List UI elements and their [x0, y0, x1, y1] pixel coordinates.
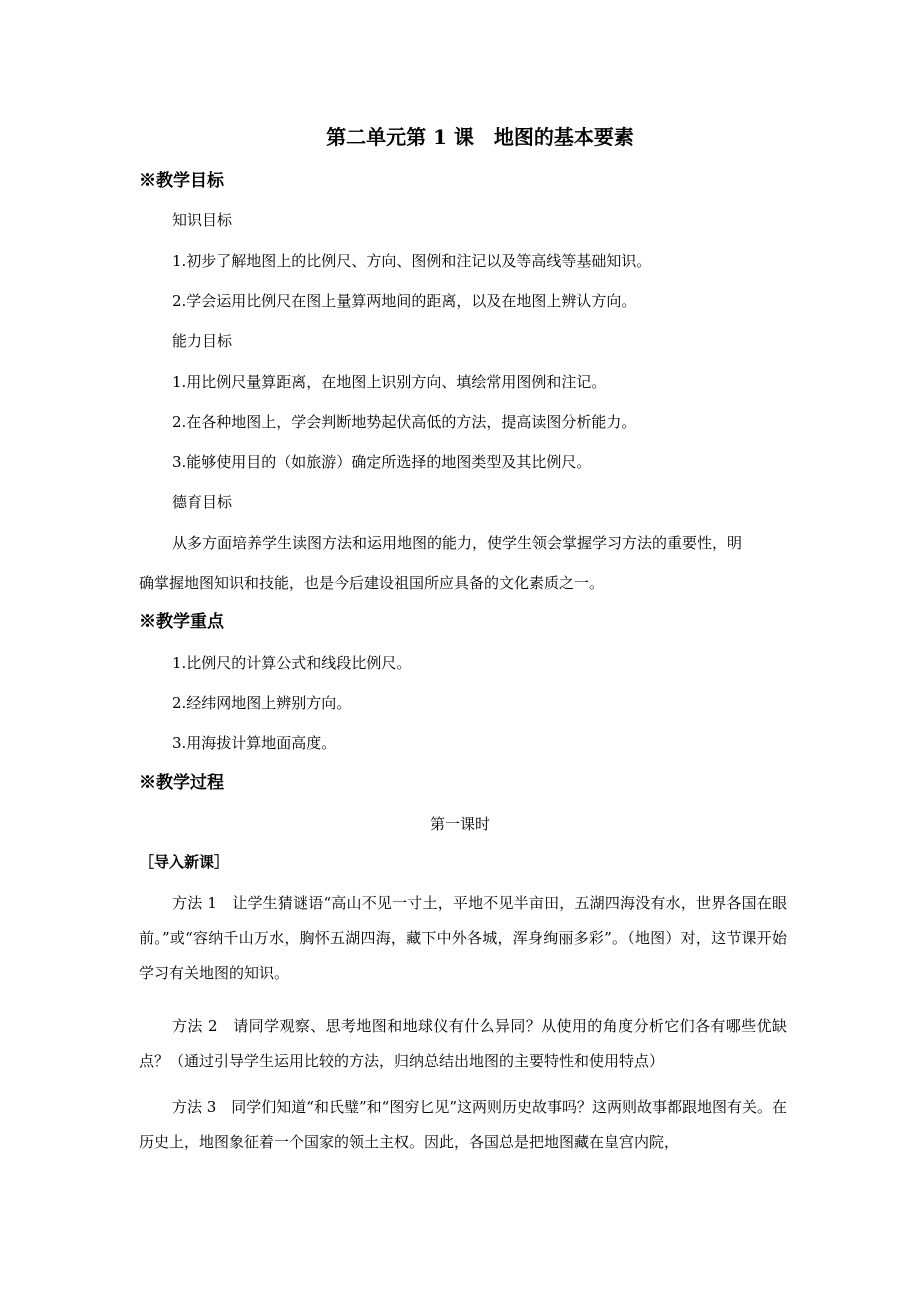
moral-paragraph-line-1: 从多方面培养学生读图方法和运用地图的能力，使学生领会掌握学习方法的重要性，明: [172, 534, 743, 552]
key-point-1: 1.比例尺的计算公式和线段比例尺。: [172, 654, 412, 672]
moral-objectives-label: 德育目标: [172, 493, 233, 511]
knowledge-item-2: 2.学会运用比例尺在图上量算两地间的距离，以及在地图上辨认方向。: [172, 292, 637, 310]
ability-item-1: 1.用比例尺量算距离，在地图上识别方向、填绘常用图例和注记。: [172, 373, 607, 391]
knowledge-item-1: 1.初步了解地图上的比例尺、方向、图例和注记以及等高线等基础知识。: [172, 252, 652, 270]
intro-label: ［导入新课］: [139, 853, 230, 871]
process-heading: ※教学过程: [139, 773, 224, 793]
method-3-paragraph: 方法 3 同学们知道“和氏璧”和“图穷匕见”这两则历史故事吗？这两则故事都跟地图有关。在历史上，地图象征着一个国家的领土主权。因此，各国总是把地图藏在皇宫内院，: [139, 1098, 787, 1151]
knowledge-objectives-label: 知识目标: [172, 211, 233, 229]
ability-item-3: 3.能够使用目的（如旅游）确定所选择的地图类型及其比例尺。: [172, 453, 592, 471]
method-2-paragraph: 方法 2 请同学观察、思考地图和地球仪有什么异同？从使用的角度分析它们各有哪些优缺点？（通过引导学生运用比较的方法，归纳总结出地图的主要特性和使用特点）: [139, 1017, 787, 1070]
lesson-label: 第一课时: [429, 815, 490, 833]
method-1-paragraph: 方法 1 让学生猜谜语“高山不见一寸土，平地不见半亩田，五湖四海没有水，世界各国在眼前。”或“容纳千山万水，胸怀五湖四海，藏下中外各城，浑身绚丽多彩”。（地图）对，这节课开始学习有关地图的知识。: [139, 894, 787, 982]
objectives-heading: ※教学目标: [139, 171, 224, 191]
key-point-2: 2.经纬网地图上辨别方向。: [172, 694, 352, 712]
key-points-heading: ※教学重点: [139, 612, 224, 632]
ability-item-2: 2.在各种地图上，学会判断地势起伏高低的方法，提高读图分析能力。: [172, 413, 637, 431]
key-point-3: 3.用海拔计算地面高度。: [172, 734, 337, 752]
moral-paragraph-line-2: 确掌握地图知识和技能，也是今后建设祖国所应具备的文化素质之一。: [139, 574, 605, 592]
page-title: 第二单元第 1 课 地图的基本要素: [326, 125, 634, 149]
ability-objectives-label: 能力目标: [172, 332, 233, 350]
